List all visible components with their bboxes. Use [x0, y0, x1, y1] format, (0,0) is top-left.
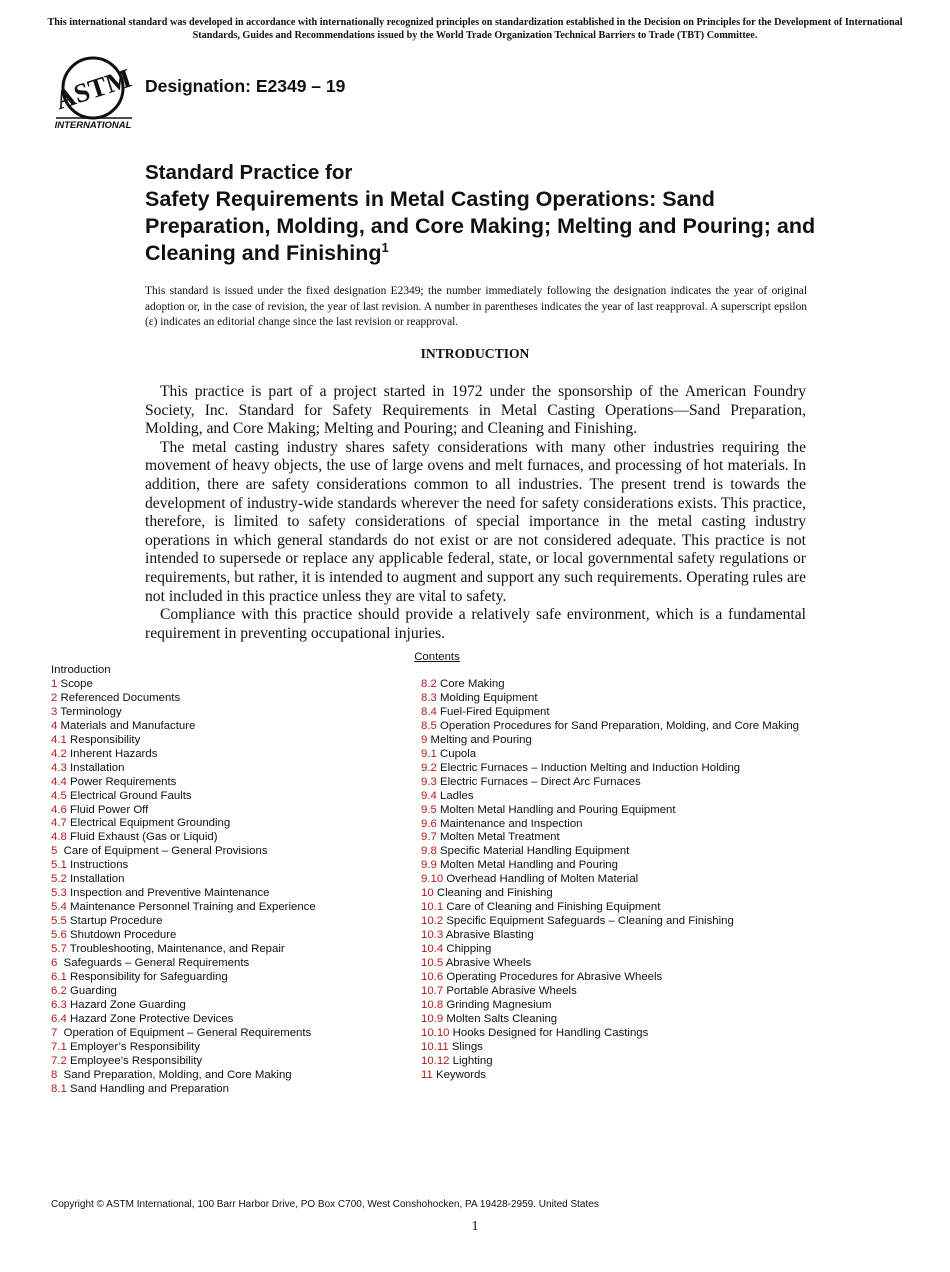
toc-entry-label: Care of Cleaning and Finishing Equipment: [443, 901, 661, 914]
toc-entry-label: Scope: [57, 677, 93, 690]
logo-mark: ASTM: [52, 62, 136, 116]
toc-entry-label: Abrasive Blasting: [443, 929, 534, 942]
toc-entry-number[interactable]: 4: [51, 719, 58, 732]
toc-entry-label: Introduction: [51, 664, 111, 676]
toc-entry[interactable]: [51, 887, 401, 901]
toc-entry-number[interactable]: 9.4: [421, 789, 437, 802]
toc-entry-label: Terminology: [57, 705, 122, 718]
toc-entry-number[interactable]: 10.8: [421, 998, 444, 1011]
toc-entry[interactable]: [51, 901, 401, 915]
toc-entry-number[interactable]: 10.10: [421, 1026, 450, 1039]
intro-paragraph: The metal casting industry shares safety considerations with many other industries requiring the movement of heavy objects, the use of large ovens and melt furnaces, and processing of hot materials. In addition, there are safety considerations common to all industries. The present trend is towards the development of industry-wide standards wherever the need for safety considerations exists. This practice, therefore, is limited to safety considerations of special importance in the metal casting industry operations in which general standards do not exist or are not considered adequate. This practice is not intended to supersede or replace any applicable federal, state, or local governmental safety regulations or requirements, but rather, it is intended to augment and support any such requirements. Operating rules are not included in this practice unless they are vital to safety.: [145, 438, 806, 605]
toc-entry-number[interactable]: 10.7: [421, 984, 444, 997]
designation: Designation: E2349 – 19: [145, 76, 346, 96]
toc-entry[interactable]: [421, 734, 841, 748]
toc-entry-number[interactable]: 10: [421, 887, 434, 900]
toc-entry-number[interactable]: 11: [421, 1068, 433, 1081]
toc-entry[interactable]: [51, 943, 401, 957]
toc-entry-number[interactable]: 8.4: [421, 705, 437, 718]
toc-entry-label: Hazard Zone Guarding: [66, 998, 186, 1011]
toc-entry-number[interactable]: 6: [51, 957, 58, 970]
toc-entry-number[interactable]: 9.10: [421, 873, 444, 886]
toc-entry-label: Grinding Magnesium: [443, 998, 552, 1011]
toc-entry[interactable]: [421, 1041, 841, 1055]
toc-entry-label: Sand Handling and Preparation: [66, 1082, 229, 1095]
toc-entry-label: Fluid Power Off: [66, 803, 149, 816]
copyright: Copyright © ASTM International, 100 Barr Harbor Drive, PO Box C700, West Conshohocken, PA 19428-2959. United States: [51, 1199, 599, 1210]
toc-entry-label: Core Making: [436, 678, 505, 690]
toc-entry[interactable]: [51, 720, 401, 734]
toc-entry-number[interactable]: 9.3: [421, 775, 437, 788]
toc-entry-label: Materials and Manufacture: [57, 719, 196, 732]
toc-entry-number[interactable]: 10.4: [421, 943, 444, 956]
toc-entry-label: Operating Procedures for Abrasive Wheels: [443, 971, 663, 984]
toc-entry[interactable]: [421, 1069, 841, 1083]
toc-right-column: [421, 678, 841, 1083]
toc-entry-label: Inspection and Preventive Maintenance: [66, 887, 270, 900]
toc-entry[interactable]: [421, 845, 841, 859]
toc-entry[interactable]: [51, 776, 401, 790]
toc-entry[interactable]: [51, 1027, 401, 1041]
toc-entry[interactable]: [421, 762, 841, 776]
contents-heading: Contents: [414, 651, 460, 663]
toc-entry[interactable]: [51, 678, 401, 692]
toc-entry-label: Shutdown Procedure: [66, 929, 177, 942]
toc-entry[interactable]: [421, 901, 841, 915]
toc-entry-label: Sand Preparation, Molding, and Core Making: [57, 1068, 292, 1081]
toc-entry[interactable]: [51, 734, 401, 748]
toc-entry-number[interactable]: 8: [51, 1068, 58, 1081]
title-prefix: Standard Practice for: [145, 161, 353, 184]
toc-entry[interactable]: [421, 915, 841, 929]
toc-entry-label: Power Requirements: [66, 775, 177, 788]
toc-entry[interactable]: [51, 706, 401, 720]
toc-entry-label: Safeguards – General Requirements: [57, 957, 250, 970]
toc-entry-label: Lighting: [449, 1054, 493, 1067]
toc-entry-number[interactable]: 4.3: [51, 761, 67, 774]
toc-entry[interactable]: [421, 1013, 841, 1027]
toc-entry-number[interactable]: 8.5: [421, 719, 437, 732]
toc-entry-number[interactable]: 9.6: [421, 817, 437, 830]
toc-entry[interactable]: [421, 873, 841, 887]
title-text: Safety Requirements in Metal Casting Operations: Sand Preparation, Molding, and Core Making; Melting and Pouring; and Cleaning and Finishing: [145, 187, 816, 265]
toc-entry-number[interactable]: 9.5: [421, 803, 437, 816]
toc-entry-label: Cleaning and Finishing: [433, 887, 553, 900]
astm-logo: [52, 56, 136, 132]
toc-entry-label: Maintenance Personnel Training and Experience: [66, 901, 316, 914]
toc-entry[interactable]: [421, 804, 841, 818]
toc-entry[interactable]: [421, 887, 841, 901]
toc-entry-label: Molten Salts Cleaning: [443, 1012, 558, 1025]
standards-notice: This international standard was developed in accordance with internationally recognized principles on standardization established in the Decision on Principles for the Development of International Standards, Guides and Recommendations issued by the World Trade Organization Technical Barriers to Trade (TBT) Committee.: [47, 17, 903, 41]
toc-entry-number[interactable]: 4.2: [51, 747, 67, 760]
toc-entry-label: Operation of Equipment – General Requirements: [57, 1026, 312, 1039]
toc-entry[interactable]: [421, 818, 841, 832]
toc-entry-number[interactable]: 6.3: [51, 998, 67, 1011]
toc-entry-number[interactable]: 4.7: [51, 817, 67, 830]
toc-entry-label: Installation: [66, 761, 125, 774]
toc-entry-number[interactable]: 4.5: [51, 789, 67, 802]
toc-entry-number[interactable]: 4.1: [51, 733, 67, 746]
toc-entry-number[interactable]: 5.7: [51, 943, 67, 956]
toc-entry[interactable]: [421, 929, 841, 943]
toc-entry-number[interactable]: 9: [421, 733, 428, 746]
toc-entry-number[interactable]: 2: [51, 691, 58, 704]
toc-entry[interactable]: [421, 985, 841, 999]
toc-entry-label: Molten Metal Handling and Pouring Equipment: [436, 803, 676, 816]
toc-entry[interactable]: [51, 1055, 401, 1069]
toc-entry-number[interactable]: 7: [51, 1026, 58, 1039]
toc-entry-number[interactable]: 5.4: [51, 901, 67, 914]
toc-entry-label: Ladles: [436, 789, 474, 802]
introduction-body: [145, 383, 806, 643]
toc-entry[interactable]: [51, 831, 401, 845]
toc-entry-number[interactable]: 10.12: [421, 1054, 450, 1067]
toc-entry-label: Specific Material Handling Equipment: [436, 845, 630, 858]
toc-entry-number[interactable]: 5.5: [51, 915, 67, 928]
toc-entry-number[interactable]: 9.1: [421, 747, 437, 760]
toc-entry[interactable]: [51, 859, 401, 873]
toc-entry-number[interactable]: 5.2: [51, 873, 67, 886]
toc-entry-number[interactable]: 9.8: [421, 845, 437, 858]
toc-entry-label: Chipping: [443, 943, 492, 956]
toc-entry[interactable]: [421, 943, 841, 957]
toc-entry-number[interactable]: 10.9: [421, 1012, 444, 1025]
toc-entry[interactable]: [421, 859, 841, 873]
toc-entry-number[interactable]: 5.6: [51, 929, 67, 942]
logo-subtitle: INTERNATIONAL: [54, 120, 132, 131]
toc-entry[interactable]: [51, 748, 401, 762]
toc-entry[interactable]: [421, 678, 841, 692]
toc-entry-number[interactable]: 6.4: [51, 1012, 67, 1025]
toc-entry[interactable]: [51, 762, 401, 776]
toc-entry-label: Referenced Documents: [57, 691, 181, 704]
toc-entry[interactable]: [51, 1013, 401, 1027]
intro-paragraph: This practice is part of a project started in 1972 under the sponsorship of the American Foundry Society, Inc. Standard for Safety Requirements in Metal Casting Operations—Sand Preparation, Molding, and Core Making; Melting and Pouring; and Cleaning and Finishing.: [145, 383, 806, 438]
toc-entry[interactable]: [51, 804, 401, 818]
toc-entry[interactable]: [51, 929, 401, 943]
astm-logo-icon: [52, 56, 136, 132]
toc-entry-label: Maintenance and Inspection: [436, 817, 583, 830]
toc-entry-label: Fuel-Fired Equipment: [436, 705, 550, 718]
toc-entry[interactable]: [51, 1041, 401, 1055]
toc-entry-label: Troubleshooting, Maintenance, and Repair: [66, 943, 285, 956]
toc-entry[interactable]: [51, 971, 401, 985]
toc-entry-number[interactable]: 10.1: [421, 901, 444, 914]
toc-entry[interactable]: [421, 1055, 841, 1069]
toc-entry-label: Inherent Hazards: [66, 747, 158, 760]
toc-entry-label: Employer’s Responsibility: [66, 1040, 200, 1053]
toc-entry-label: Molding Equipment: [436, 691, 538, 704]
toc-entry[interactable]: [421, 692, 841, 706]
toc-entry-number[interactable]: 7.1: [51, 1040, 67, 1053]
toc-entry-number[interactable]: 6.1: [51, 970, 67, 983]
toc-entry[interactable]: [421, 1027, 841, 1041]
toc-entry-number[interactable]: 9.7: [421, 831, 437, 844]
toc-entry[interactable]: [51, 1083, 401, 1097]
toc-entry[interactable]: [51, 985, 401, 999]
toc-entry-label: Electric Furnaces – Direct Arc Furnaces: [436, 775, 641, 788]
toc-entry-label: Hazard Zone Protective Devices: [66, 1012, 234, 1025]
toc-entry-number[interactable]: 1: [51, 677, 58, 690]
toc-entry-label: Hooks Designed for Handling Castings: [449, 1026, 649, 1039]
toc-entry-label: Responsibility: [66, 733, 141, 746]
toc-entry-number[interactable]: 5: [51, 845, 58, 858]
toc-entry-number[interactable]: 4.4: [51, 775, 67, 788]
toc-entry-label: Employee’s Responsibility: [66, 1054, 203, 1067]
toc-entry-label: Guarding: [66, 984, 117, 997]
toc-entry[interactable]: [51, 692, 401, 706]
toc-entry-number[interactable]: 8.2: [421, 678, 437, 690]
toc-entry[interactable]: [421, 706, 841, 720]
title-footnote-marker[interactable]: 1: [381, 239, 389, 255]
toc-entry-number[interactable]: 10.2: [421, 915, 444, 928]
toc-entry-number[interactable]: 10.3: [421, 929, 444, 942]
title-main: [145, 186, 825, 267]
toc-entry[interactable]: [51, 664, 401, 678]
introduction-heading: INTRODUCTION: [420, 346, 530, 361]
toc-entry[interactable]: [51, 1069, 401, 1083]
toc-entry-label: Startup Procedure: [66, 915, 163, 928]
toc-entry-label: Instructions: [66, 859, 129, 872]
toc-entry-label: Fluid Exhaust (Gas or Liquid): [66, 831, 218, 844]
toc-entry-label: Electrical Equipment Grounding: [66, 817, 231, 830]
toc-entry-number[interactable]: 4.8: [51, 831, 67, 844]
toc-entry-label: Slings: [448, 1040, 483, 1053]
toc-entry-number[interactable]: 6.2: [51, 984, 67, 997]
toc-entry-label: Specific Equipment Safeguards – Cleaning and Finishing: [443, 915, 734, 928]
toc-entry-label: Molten Metal Handling and Pouring: [436, 859, 618, 872]
toc-entry-label: Abrasive Wheels: [443, 957, 532, 970]
toc-entry-number[interactable]: 9.9: [421, 859, 437, 872]
toc-entry[interactable]: [51, 817, 401, 831]
toc-entry[interactable]: [51, 790, 401, 804]
toc-left-column: [51, 664, 401, 1097]
document-title: [145, 160, 825, 267]
issued-note: This standard is issued under the fixed designation E2349; the number immediately following the designation indicates the year of original adoption or, in the case of revision, the year of last revision. A number in parentheses indicates the year of last reapproval. A superscript epsilon (ε) indicates an editorial change since the last revision or reapproval.: [145, 285, 807, 328]
toc-entry-label: Electric Furnaces – Induction Melting and Induction Holding: [436, 761, 741, 774]
toc-entry-label: Molten Metal Treatment: [436, 831, 560, 844]
toc-entry-label: Electrical Ground Faults: [66, 789, 192, 802]
toc-entry[interactable]: [421, 720, 841, 734]
intro-paragraph: Compliance with this practice should provide a relatively safe environment, which is a fundamental requirement in preventing occupational injuries.: [145, 606, 806, 642]
toc-entry-label: Care of Equipment – General Provisions: [57, 845, 268, 858]
toc-entry-number[interactable]: 4.6: [51, 803, 67, 816]
toc-entry[interactable]: [51, 845, 401, 859]
toc-entry[interactable]: [421, 790, 841, 804]
toc-entry-label: Portable Abrasive Wheels: [443, 984, 577, 997]
toc-entry-label: Keywords: [432, 1068, 487, 1081]
toc-entry-number[interactable]: 5.1: [51, 859, 67, 872]
toc-entry-number[interactable]: 5.3: [51, 887, 67, 900]
toc-entry[interactable]: [51, 999, 401, 1013]
toc-entry-number[interactable]: 9.2: [421, 761, 437, 774]
toc-entry[interactable]: [421, 957, 841, 971]
toc-entry-number[interactable]: 3: [51, 705, 58, 718]
toc-entry-label: Overhead Handling of Molten Material: [443, 873, 639, 886]
toc-entry-number[interactable]: 8.3: [421, 691, 437, 704]
toc-entry[interactable]: [421, 999, 841, 1013]
toc-entry-number[interactable]: 10.11: [421, 1040, 449, 1053]
toc-entry-number[interactable]: 10.5: [421, 957, 444, 970]
toc-entry[interactable]: [421, 831, 841, 845]
toc-entry[interactable]: [51, 915, 401, 929]
toc-entry[interactable]: [421, 776, 841, 790]
page-number: 1: [471, 1219, 479, 1234]
toc-entry-label: Cupola: [436, 747, 477, 760]
toc-entry[interactable]: [51, 873, 401, 887]
toc-entry-number[interactable]: 7.2: [51, 1054, 67, 1067]
toc-entry-number[interactable]: 10.6: [421, 971, 444, 984]
toc-entry-number[interactable]: 8.1: [51, 1082, 67, 1095]
toc-entry-label: Operation Procedures for Sand Preparation, Molding, and Core Making: [436, 719, 800, 732]
toc-entry-label: Melting and Pouring: [427, 733, 532, 746]
toc-entry[interactable]: [421, 748, 841, 762]
toc-entry-label: Responsibility for Safeguarding: [66, 970, 228, 983]
toc-entry[interactable]: [51, 957, 401, 971]
toc-entry-label: Installation: [66, 873, 125, 886]
toc-entry[interactable]: [421, 971, 841, 985]
